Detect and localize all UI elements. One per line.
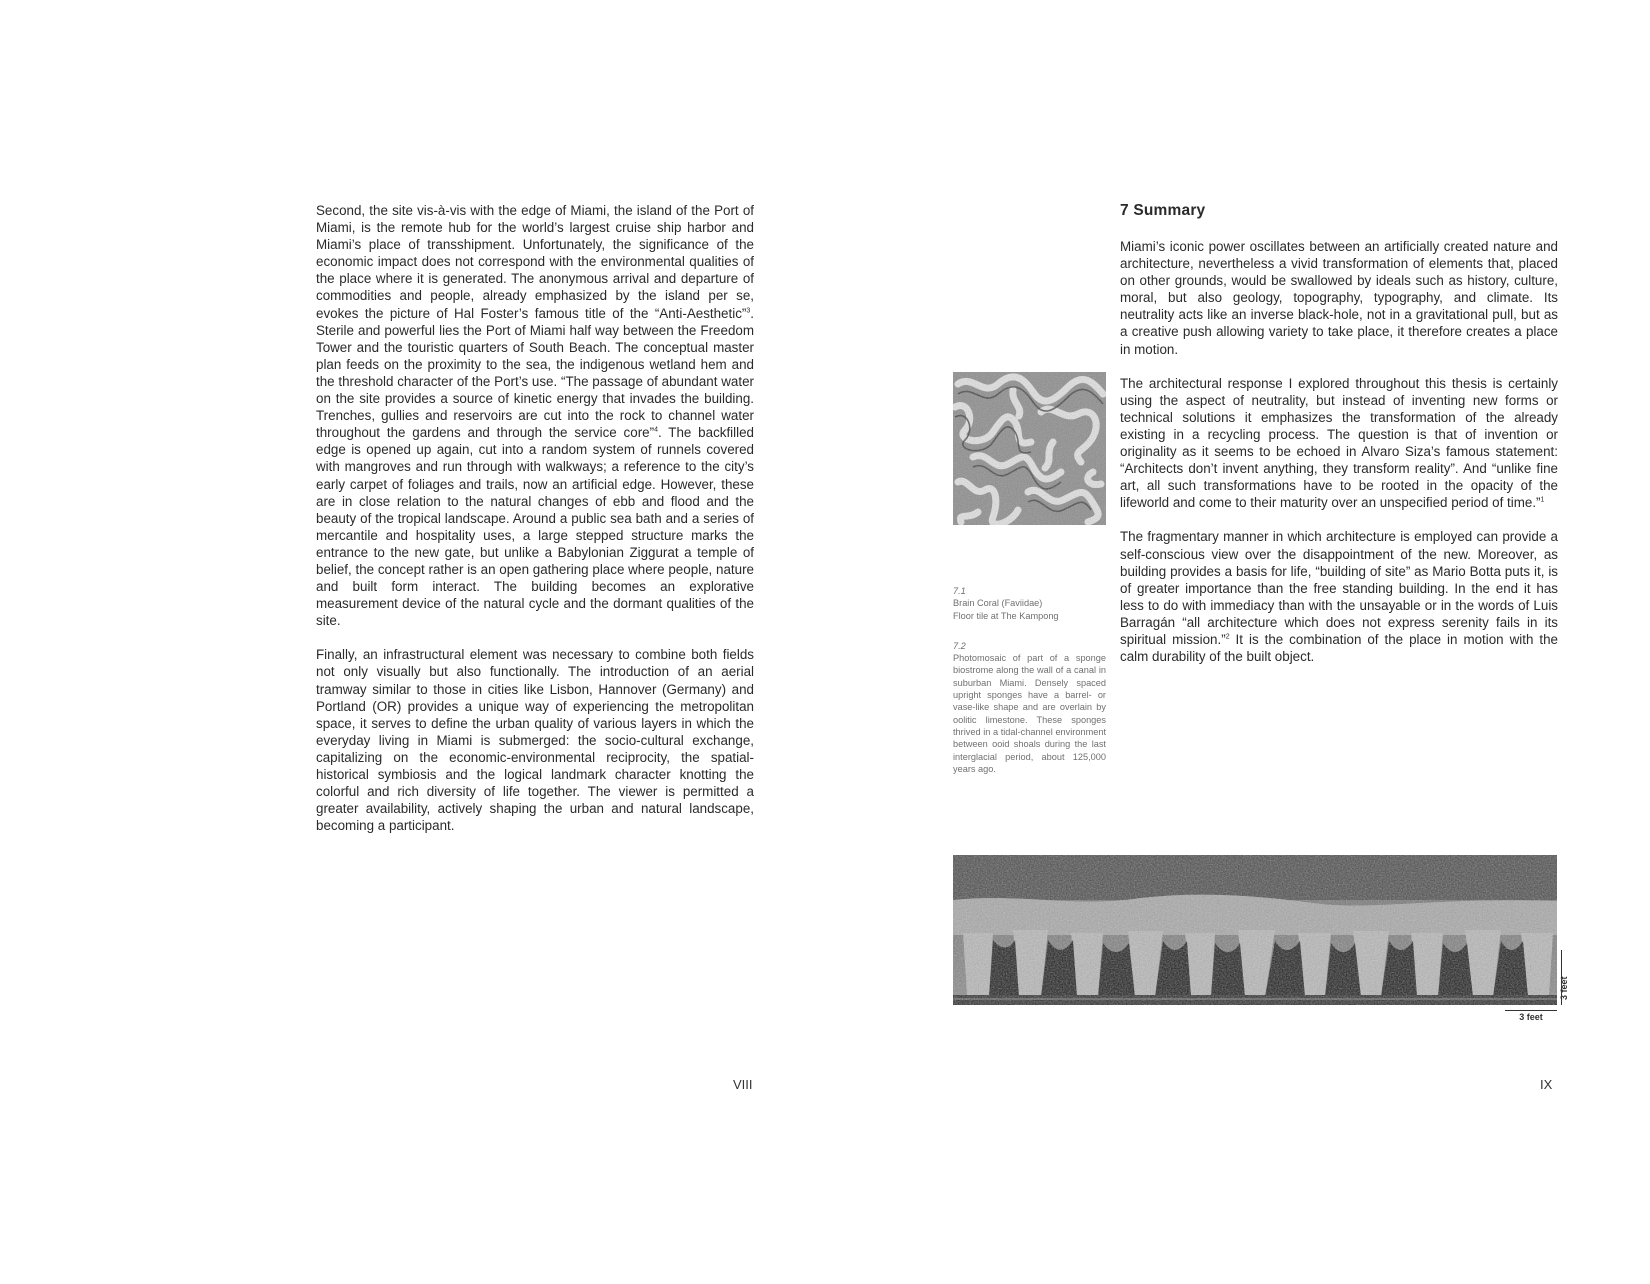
caption-7-1 [953, 585, 1106, 622]
left-text-column [316, 202, 754, 834]
left-paragraph-site [316, 202, 754, 629]
sponge-biostrome-image [953, 855, 1557, 1005]
section-heading: 7 Summary [1120, 202, 1206, 219]
horizontal-scale-bar [1505, 1010, 1557, 1011]
page-number-right: IX [1540, 1077, 1553, 1092]
vertical-scale-label: 3 feet [1559, 976, 1569, 1000]
footnote-ref-3: 3 [746, 307, 751, 315]
text-run: Second, the site vis-à-vis with the edge of Miami, the island of the Port of Miami, is the remote hub for the world’s largest cruise ship harbor and Miami’s place of transshipment. Unfortunately, the significance of the economic impact does not correspond with the environmental qualities of the place where it is generated. The anonymous arrival and departure of commodities and people, already emphasized by the island per se, evokes the picture of Hal Foster’s famous title of the “Anti-Aesthetic” [316, 203, 754, 321]
brain-coral-image [953, 372, 1106, 525]
text-run: . Sterile and powerful lies the Port of Miami half way between the Freedom Tower and the touristic quarters of South Beach. The conceptual master plan feeds on the proximity to the sea, the indigenous wetland hem and the threshold character of the Port’s use. “The passage of abundant water on the site provides a source of kinetic energy that invades the building. Trenches, gullies and reservoirs are cut into the rock to channel water throughout the gardens and through the service core” [316, 305, 754, 441]
footnote-ref-1: 1 [1540, 496, 1545, 504]
caption-number: 7.2 [953, 640, 966, 651]
text-run: . The backfilled edge is opened up again, cut into a random system of runnels covered with mangroves and run through with walkways; a reference to the city’s early carpet of foliages and trails, now an artificial edge. However, these are in close relation to the natural changes of ebb and flood and the beauty of the tropical landscape. Around a public sea bath and a series of mercantile and hospitality uses, a large stepped structure marks the entrance to the new gate, but unlike a Babylonian Ziggurat a temple of belief, the concept rather is an open gathering place where people, nature and built form interact. The building becomes an explorative measurement device of the natural cycle and the dormant qualities of the site. [316, 425, 755, 629]
caption-text: Photomosaic of part of a sponge biostrome along the wall of a canal in suburban Miami. Densely spaced upright sponges have a barrel- or vase-like shape and are overlain by oolitic limestone. These sponges thrived in a tidal-channel environment between ooid shoals during the last interglacial period, about 125,000 years ago. [953, 653, 1106, 774]
footnote-ref-4: 4 [654, 426, 658, 434]
right-page [825, 0, 1650, 1284]
caption-line: Floor tile at The Kampong [953, 610, 1059, 621]
right-text-column [1120, 202, 1558, 665]
summary-paragraph-1: Miami’s iconic power oscillates between an artificially created nature and architecture, nevertheless a vivid transformation of elements that, placed on other grounds, would be swallowed by ideals such as history, culture, moral, but also geology, topography, typography, and climate. Its neutrality acts like an inverse black-hole, not in a gravitational pull, but as a creative push allowing variety to take place, it therefore creates a place in motion. [1120, 239, 1558, 357]
horizontal-scale-label: 3 feet [1519, 1012, 1543, 1022]
caption-line: Brain Coral (Faviidae) [953, 598, 1043, 609]
caption-number: 7.1 [953, 586, 966, 596]
caption-7-2 [953, 640, 1106, 775]
left-paragraph-infrastructure: Finally, an infrastructural element was necessary to combine both fields not only visually but also functionally. The introduction of an aerial tramway similar to those in cities like Lisbon, Hannover (Germany) and Portland (OR) provides a unique way of experiencing the metropolitan space, it serves to define the urban quality of various layers in which the everyday living in Miami is submerged: the socio-cultural exchange, capitalizing on the economic-environmental reciprocity, the spatial-historical symbiosis and the logical landmark character knotting the colorful and rich diversity of life together. The viewer is permitted a greater availability, actively shaping the urban and natural landscape, becoming a participant. [316, 647, 754, 834]
text-run: The architectural response I explored throughout this thesis is certainly using the aspect of neutrality, but instead of inventing new forms or technical solutions it emphasizes the transformation of the already existing in a recycling process. The question is that of invention or originality as it seems to be echoed in Alvaro Siza’s famous statement: “Architects don’t invent anything, they transform reality”. And “unlike fine art, all such transformations have to be rooted in the opacity of the lifeworld and come to their maturity over an unspecified period of time.” [1120, 375, 1558, 511]
text-run: The fragmentary manner in which architecture is employed can provide a self-conscious view over the disappointment of the new. Moreover, as building provides a basis for life, “building of site” as Mario Botta puts it, is of greater importance than the free standing building. In the end it has less to do with immediacy than with the unsayable or in the words of Luis Barragán “all architecture which does not express serenity fails in its spiritual mission.” [1120, 529, 1558, 647]
summary-paragraph-2 [1120, 375, 1558, 512]
page-number-left: VIII [733, 1077, 753, 1092]
summary-paragraph-3 [1120, 528, 1558, 665]
brain-coral-pattern [953, 372, 1106, 525]
text-run: It is the combination of the place in motion with the calm durability of the built object. [1120, 631, 1558, 665]
footnote-ref-2: 2 [1225, 633, 1230, 641]
biostrome-photomosaic [953, 855, 1557, 1005]
figure-captions [953, 585, 1106, 775]
